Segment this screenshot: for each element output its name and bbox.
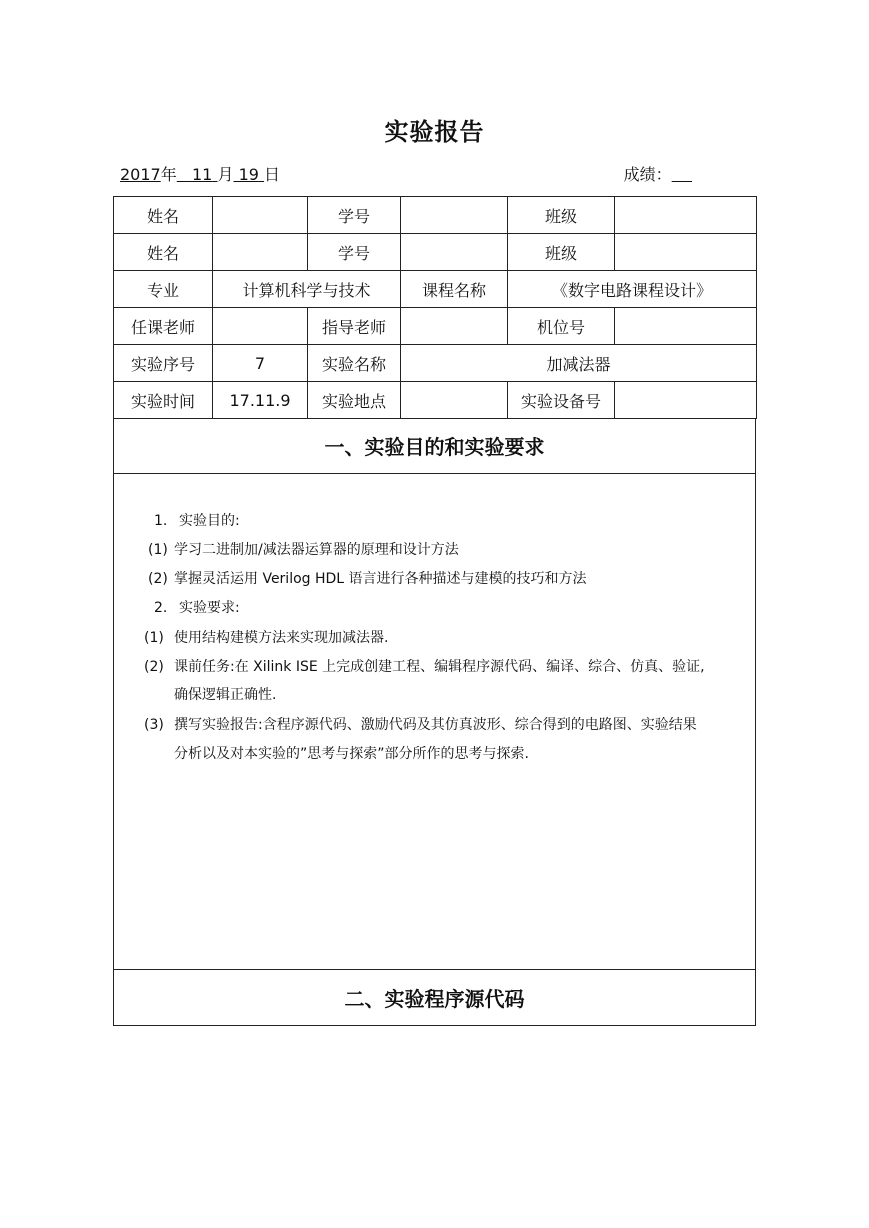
label-advisor: 指导老师 (308, 308, 401, 345)
label-seat-number: 机位号 (508, 308, 615, 345)
value-advisor (401, 308, 508, 345)
date-day-unit: 日 (264, 165, 281, 184)
value-equipment-number (615, 382, 757, 419)
table-row (114, 345, 757, 382)
section2-heading: 二、实验程序源代码 (344, 987, 525, 1011)
label-course-name: 课程名称 (401, 271, 508, 308)
date-month-pad (177, 165, 192, 184)
label-student-id: 学号 (308, 234, 401, 271)
value-experiment-time: 17.11.9 (213, 382, 308, 419)
value-class (615, 197, 757, 234)
item-text: 撰写实验报告:含程序源代码、激励代码及其仿真波形、综合得到的电路图、实验结果 (174, 717, 697, 733)
date-month: 11 (192, 165, 213, 184)
item-number: (2) (144, 659, 164, 675)
page-title: 实验报告 (384, 118, 485, 146)
value-experiment-number: 7 (213, 345, 308, 382)
label-experiment-time: 实验时间 (114, 382, 213, 419)
table-row (114, 382, 757, 419)
table-row (114, 271, 757, 308)
value-class (615, 234, 757, 271)
grade-blank (672, 165, 692, 184)
value-course-name: 《数字电路课程设计》 (508, 271, 757, 308)
section1-header (113, 418, 756, 474)
value-name (213, 234, 308, 271)
date-year-unit: 年 (160, 165, 177, 184)
item-text: 实验要求: (179, 600, 240, 616)
table-row (114, 234, 757, 271)
table-row (114, 308, 757, 345)
item-number: (3) (144, 717, 164, 733)
item-text: 实验目的: (179, 513, 240, 529)
date-day: 19 (238, 165, 259, 184)
date-month-unit: 月 (217, 165, 234, 184)
label-student-id: 学号 (308, 197, 401, 234)
value-student-id (401, 234, 508, 271)
item-text: 学习二进制加/减法器运算器的原理和设计方法 (174, 542, 459, 558)
label-major: 专业 (114, 271, 213, 308)
grade-label: 成绩： (623, 165, 672, 184)
label-name: 姓名 (114, 197, 213, 234)
date-line (120, 162, 696, 188)
section2-header (113, 969, 756, 1026)
item-text: 使用结构建模方法来实现加减法器. (174, 630, 389, 646)
item-text-continued: 确保逻辑正确性. (174, 687, 277, 703)
value-experiment-name: 加减法器 (401, 345, 757, 382)
label-name: 姓名 (114, 234, 213, 271)
table-row (114, 197, 757, 234)
item-text: 掌握灵活运用 Verilog HDL 语言进行各种描述与建模的技巧和方法 (174, 571, 587, 587)
value-teacher (213, 308, 308, 345)
label-class: 班级 (508, 234, 615, 271)
value-major: 计算机科学与技术 (213, 271, 401, 308)
item-text: 课前任务:在 Xilink ISE 上完成创建工程、编辑程序源代码、编译、综合、仿真、验证, (174, 659, 705, 675)
grade (624, 162, 692, 185)
item-number: (2) (148, 571, 168, 587)
item-number: 2. (154, 600, 168, 616)
label-experiment-location: 实验地点 (308, 382, 401, 419)
item-number: 1. (154, 513, 168, 529)
section1-heading: 一、实验目的和实验要求 (324, 435, 545, 459)
value-experiment-location (401, 382, 508, 419)
item-text-continued: 分析以及对本实验的”思考与探索”部分所作的思考与探索. (174, 746, 529, 762)
label-class: 班级 (508, 197, 615, 234)
label-experiment-name: 实验名称 (308, 345, 401, 382)
section1-body (113, 473, 756, 969)
value-student-id (401, 197, 508, 234)
date-year: 2017 (120, 165, 161, 184)
label-experiment-number: 实验序号 (114, 345, 213, 382)
value-name (213, 197, 308, 234)
item-number: (1) (148, 542, 168, 558)
value-seat-number (615, 308, 757, 345)
info-table (113, 196, 757, 419)
label-equipment-number: 实验设备号 (508, 382, 615, 419)
item-number: (1) (144, 630, 164, 646)
label-teacher: 任课老师 (114, 308, 213, 345)
